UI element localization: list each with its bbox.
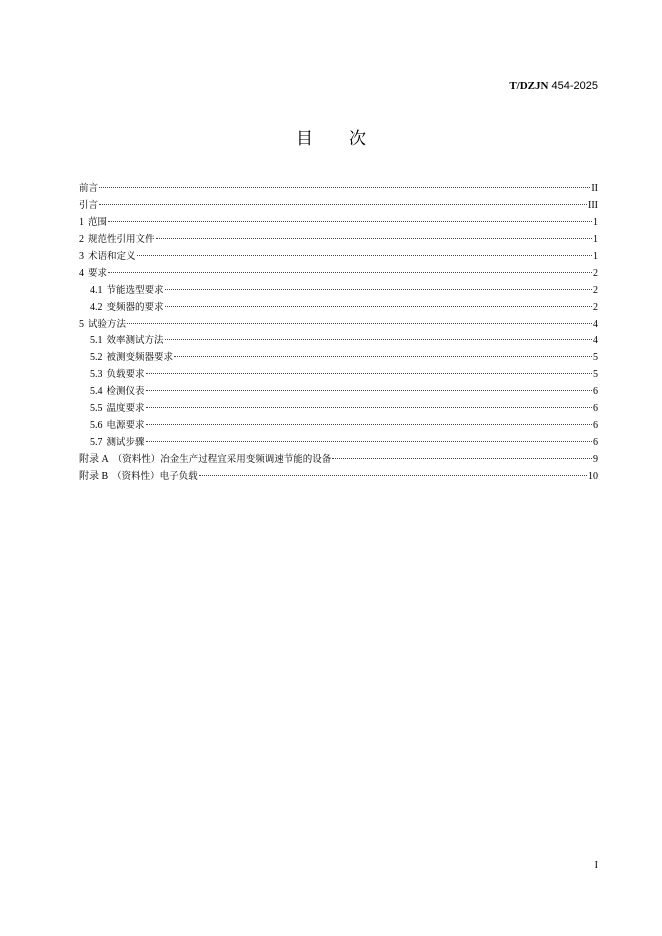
toc-entry-label: [90, 283, 164, 300]
toc-entry[interactable]: [79, 266, 598, 283]
toc-leader-dots: [108, 221, 592, 222]
toc-entry-title: 范围: [88, 216, 108, 228]
toc-entry[interactable]: [79, 384, 598, 401]
toc-leader-dots: [146, 441, 592, 442]
toc-entry-title: 变频器的要求: [106, 301, 164, 313]
toc-leader-dots: [146, 407, 592, 408]
toc-entry-label: [79, 469, 198, 486]
toc-entry-section-number: 5.4: [90, 386, 103, 398]
toc-entry-title: （资料性）电子负载: [112, 470, 198, 482]
toc-leader-dots: [332, 458, 592, 459]
toc-entry[interactable]: [79, 215, 598, 232]
toc-entry-section-number: 5.7: [90, 437, 103, 449]
toc-entry-title: 检测仪表: [106, 386, 145, 398]
toc-entry-page: 2: [593, 284, 598, 296]
toc-entry-section-number: 3: [79, 250, 84, 262]
toc-leader-dots: [165, 306, 592, 307]
toc-entry-section-number: 5.3: [90, 369, 103, 381]
toc-entry-page: 1: [593, 216, 598, 228]
toc-entry[interactable]: [79, 452, 598, 469]
toc-leader-dots: [99, 187, 590, 188]
toc-entry[interactable]: [79, 181, 598, 198]
toc-entry[interactable]: [79, 333, 598, 350]
table-of-contents: [79, 181, 598, 486]
toc-entry-label: [90, 367, 145, 384]
toc-entry-label: [90, 435, 145, 452]
toc-entry-page: 1: [593, 233, 598, 245]
toc-entry-title: （资料性）冶金生产过程宜采用变频调速节能的设备: [112, 454, 332, 465]
toc-entry-title: 测试步骤: [106, 437, 145, 449]
toc-entry-label: [90, 333, 164, 350]
toc-entry-page: 2: [593, 267, 598, 279]
toc-entry-page: 6: [593, 420, 598, 432]
toc-entry[interactable]: [79, 283, 598, 300]
toc-entry-title: 被测变频器要求: [106, 352, 174, 364]
toc-entry-label: [90, 350, 173, 367]
toc-entry-page: 6: [593, 403, 598, 415]
toc-entry-section-number: 4.1: [90, 284, 103, 296]
toc-leader-dots: [165, 339, 592, 340]
toc-entry[interactable]: [79, 401, 598, 418]
toc-entry-label: [79, 198, 98, 215]
toc-entry-label: [79, 181, 98, 198]
toc-entry-title: 节能选型要求: [106, 284, 164, 296]
toc-entry-section-number: 4.2: [90, 301, 103, 313]
toc-entry-label: [90, 418, 145, 435]
toc-entry-section-number: 5.2: [90, 352, 103, 364]
toc-entry[interactable]: [79, 435, 598, 452]
toc-entry-label: [90, 300, 164, 317]
document-code-number: 454-2025: [548, 80, 598, 92]
toc-entry-title: 规范性引用文件: [88, 233, 155, 245]
toc-entry-title: 效率测试方法: [106, 335, 164, 347]
toc-entry-page: 5: [593, 352, 598, 364]
toc-entry-title: 要求: [88, 267, 108, 279]
toc-entry-title: 术语和定义: [88, 250, 136, 262]
toc-entry-page: 10: [588, 470, 598, 482]
toc-leader-dots: [146, 424, 592, 425]
toc-entry[interactable]: [79, 300, 598, 317]
toc-entry-label: [79, 452, 331, 469]
toc-leader-dots: [156, 238, 592, 239]
toc-entry-page: 6: [593, 437, 598, 449]
toc-entry-page: 5: [593, 369, 598, 381]
toc-leader-dots: [199, 475, 587, 476]
toc-entry[interactable]: [79, 317, 598, 334]
toc-entry-title: 引言: [79, 199, 99, 211]
toc-leader-dots: [146, 390, 592, 391]
toc-entry-title: 负载要求: [106, 369, 145, 381]
toc-entry-section-number: 附录 A: [79, 454, 109, 465]
toc-leader-dots: [137, 255, 592, 256]
toc-entry-page: 4: [593, 318, 598, 330]
toc-leader-dots: [174, 356, 592, 357]
toc-entry-section-number: 4: [79, 267, 84, 279]
toc-leader-dots: [165, 289, 592, 290]
toc-entry-title: 试验方法: [88, 318, 127, 330]
toc-entry-page: 4: [593, 335, 598, 347]
toc-entry-section-number: 2: [79, 233, 84, 245]
toc-entry-label: [79, 266, 107, 283]
toc-entry[interactable]: [79, 418, 598, 435]
toc-entry-label: [79, 215, 107, 232]
toc-entry-label: [90, 401, 145, 418]
toc-entry-section-number: 5.1: [90, 335, 103, 347]
document-code-prefix: T/DZJN: [509, 80, 549, 92]
page-number: I: [594, 860, 598, 871]
toc-entry[interactable]: [79, 198, 598, 215]
document-code: [509, 80, 598, 92]
toc-leader-dots: [127, 323, 592, 324]
toc-entry[interactable]: [79, 249, 598, 266]
toc-entry-section-number: 附录 B: [79, 470, 109, 482]
toc-entry-page: III: [588, 199, 598, 211]
toc-leader-dots: [146, 373, 592, 374]
toc-entry-page: 9: [593, 454, 598, 465]
toc-entry-page: 6: [593, 386, 598, 398]
toc-leader-dots: [108, 272, 592, 273]
toc-entry-label: [90, 384, 145, 401]
toc-entry-title: 温度要求: [106, 403, 145, 415]
page-title: 目次: [296, 129, 402, 149]
toc-entry-page: 1: [593, 250, 598, 262]
toc-entry-title: 电源要求: [106, 420, 145, 432]
toc-entry[interactable]: [79, 350, 598, 367]
toc-entry-page: II: [591, 183, 598, 194]
toc-entry-page: 2: [593, 301, 598, 313]
toc-entry-label: [79, 317, 126, 334]
toc-entry-label: [79, 249, 136, 266]
toc-entry[interactable]: [79, 367, 598, 384]
toc-entry-section-number: 5.6: [90, 420, 103, 432]
toc-entry-section-number: 1: [79, 216, 84, 228]
toc-entry[interactable]: [79, 232, 598, 249]
toc-entry-section-number: 5.5: [90, 403, 103, 415]
toc-entry-title: 前言: [79, 183, 99, 194]
toc-entry-section-number: 5: [79, 318, 84, 330]
toc-entry-label: [79, 232, 155, 249]
toc-leader-dots: [99, 204, 587, 205]
toc-entry[interactable]: [79, 469, 598, 486]
